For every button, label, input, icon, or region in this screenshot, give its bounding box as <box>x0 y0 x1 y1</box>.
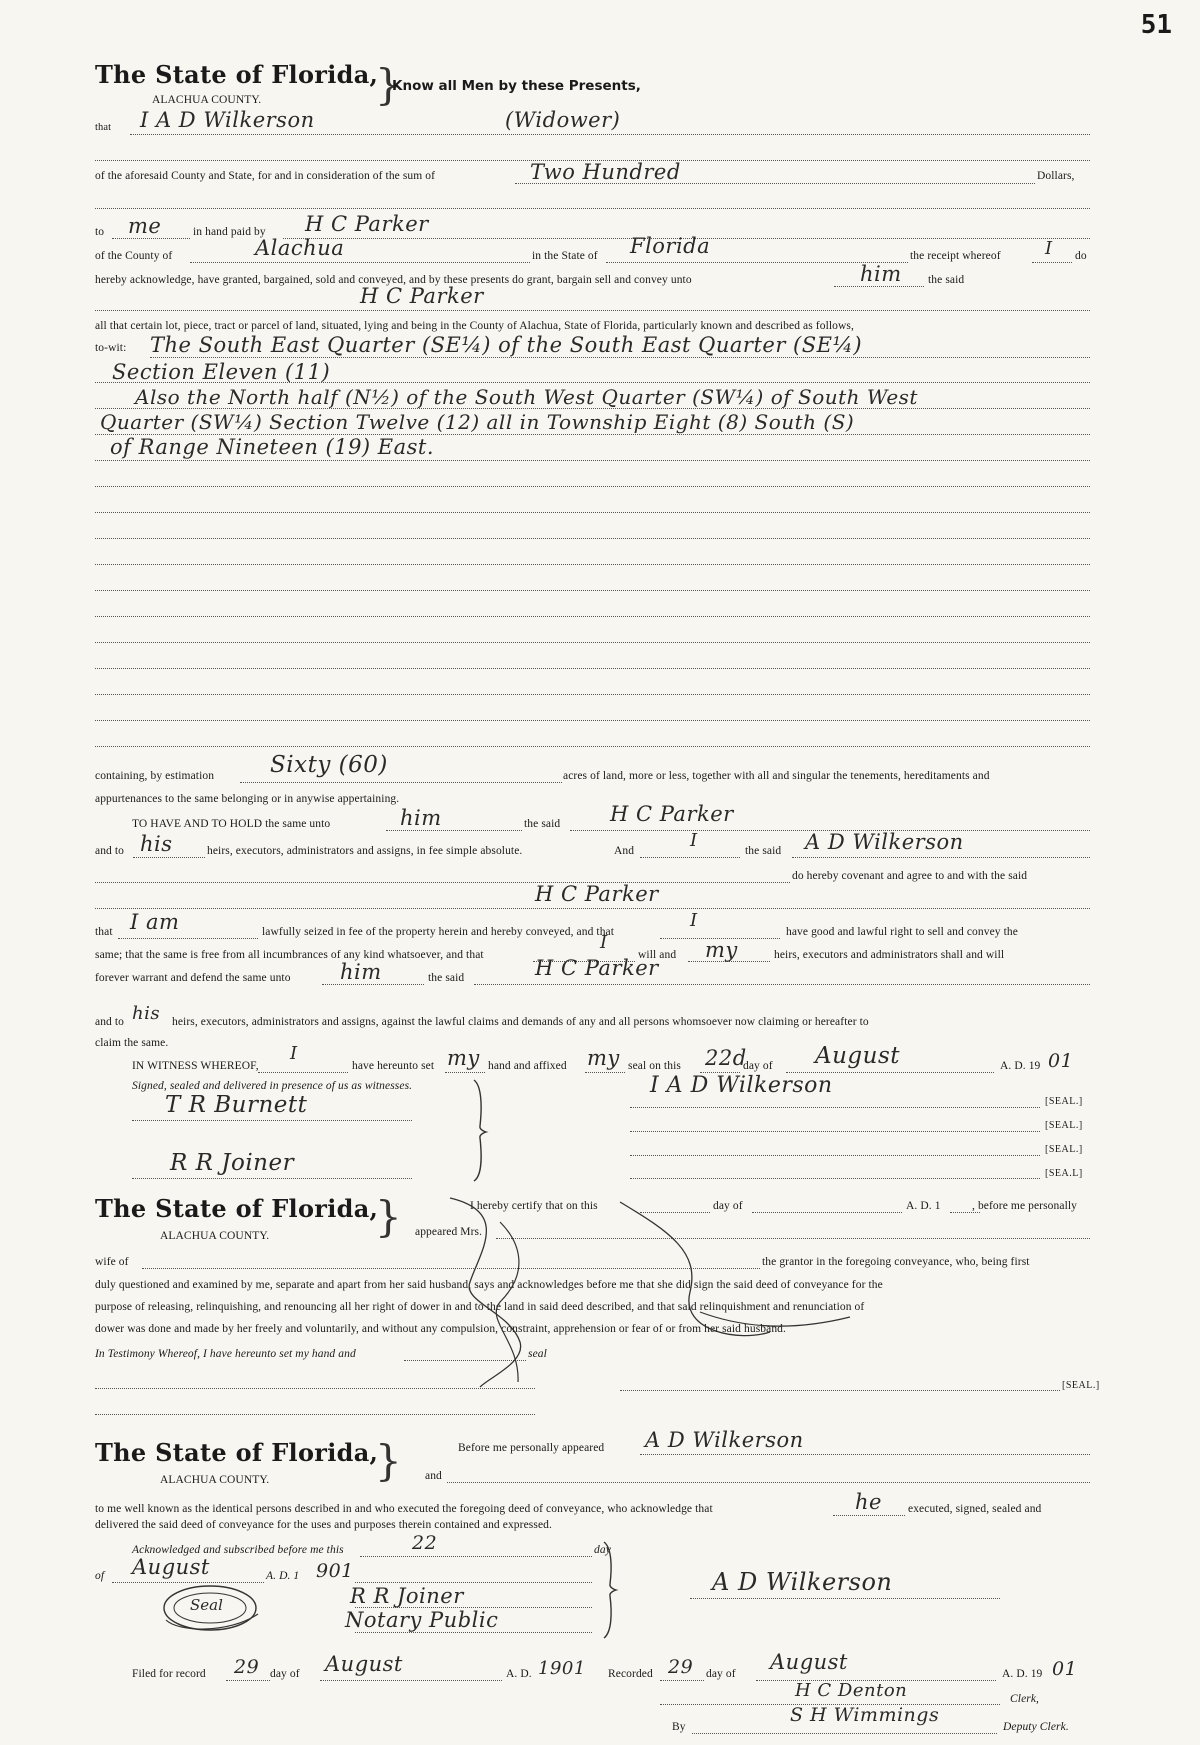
all-that-text: all that certain lot, piece, tract or parcel of land, situated, lying and being in the County of Alachua, State of Florida, particularly known and described as follows, <box>95 320 854 332</box>
strike-mark <box>440 1192 980 1392</box>
ack-text: Acknowledged and subscribed before me this <box>132 1544 344 1556</box>
before-me-label: Before me personally appeared <box>458 1442 605 1454</box>
have-said-label: the said <box>524 818 561 830</box>
appeared-text: appeared Mrs. <box>415 1226 483 1238</box>
county-label-3: ALACHUA COUNTY. <box>160 1474 270 1486</box>
description-line: The South East Quarter (SE¼) of the South East Quarter (SE¼) <box>150 333 863 357</box>
county-of-label: of the County of <box>95 250 173 262</box>
unto-value: him <box>860 262 902 286</box>
month-value: August <box>815 1043 901 1069</box>
before-me-text: , before me personally <box>972 1200 1078 1212</box>
will-and-label: will and <box>638 949 677 961</box>
witness-signature: T R Burnett <box>165 1092 308 1118</box>
notary-seal-text: Seal <box>190 1596 223 1614</box>
state-value: Florida <box>630 234 711 258</box>
seal-label: [SEA.L] <box>1045 1168 1083 1179</box>
delivered-text: delivered the said deed of conveyance for the uses and purposes therein contained and expressed. <box>95 1519 552 1531</box>
certify-ad: A. D. 1 <box>906 1200 941 1212</box>
deputy-label: Deputy Clerk. <box>1003 1721 1069 1733</box>
set-label: have hereunto set <box>352 1060 435 1072</box>
filed-day-of: day of <box>270 1668 300 1680</box>
ad-label: A. D. 19 <box>1000 1060 1041 1072</box>
brace: } <box>375 1436 402 1485</box>
examination-text: dower was done and made by her freely and voluntarily, and without any compulsion, constraint, apprehension or fear of or from her said husband. <box>95 1323 787 1335</box>
county-value: Alachua <box>255 236 345 260</box>
consideration-text: of the aforesaid County and State, for and in consideration of the sum of <box>95 170 436 182</box>
appurtenances-text: appurtenances to the same belonging or in anywise appertaining. <box>95 793 400 805</box>
my-value: my <box>705 938 738 962</box>
state-of-label: in the State of <box>532 250 598 262</box>
seal-on-label: seal on this <box>628 1060 681 1072</box>
seal-label: [SEAL.] <box>1045 1144 1083 1155</box>
ack-day: 22 <box>412 1532 438 1554</box>
heirs-text: heirs, executors, administrators and assigns, in fee simple absolute. <box>207 845 523 857</box>
widower-note: (Widower) <box>505 108 621 132</box>
paid-by-label: in hand paid by <box>193 226 266 238</box>
filed-year: 1901 <box>538 1658 586 1679</box>
to-me-text: to me well known as the identical persons described in and who executed the foregoing deed of conveyance, who acknowledge that <box>95 1503 713 1515</box>
and-who: I <box>690 830 698 851</box>
lawfully-who: I <box>690 910 698 931</box>
ack-year: 901 <box>316 1560 354 1582</box>
same-text: same; that the same is free from all incumbrances of any kind whatsoever, and that <box>95 949 484 961</box>
have-grantee: H C Parker <box>610 802 734 826</box>
witness-who: I <box>290 1043 298 1064</box>
description-line: of Range Nineteen (19) East. <box>110 435 435 459</box>
forever-grantee: H C Parker <box>535 956 659 980</box>
state-title: The State of Florida, <box>95 60 379 89</box>
claim-text: claim the same. <box>95 1037 169 1049</box>
and-to-label: and to <box>95 845 125 857</box>
ack-ad: A. D. 1 <box>266 1570 300 1582</box>
my-hand-value: my <box>447 1046 480 1070</box>
state-title-2: The State of Florida, <box>95 1194 379 1223</box>
same-who: I <box>600 932 608 953</box>
clerk-label: Clerk, <box>1010 1693 1040 1705</box>
filed-label: Filed for record <box>132 1668 206 1680</box>
description-line: Quarter (SW¼) Section Twelve (12) all in Township Eight (8) South (S) <box>100 410 855 434</box>
filed-ad: A. D. <box>506 1668 532 1680</box>
wife-of-label: wife of <box>95 1256 129 1268</box>
sum-value: Two Hundred <box>530 160 681 184</box>
have-value: him <box>400 806 442 830</box>
recorded-label: Recorded <box>608 1668 653 1680</box>
lawful-claims-text: heirs, executors, administrators and assigns, against the lawful claims and demands of any and all persons whomsoever now claiming or hereafter to <box>172 1016 869 1028</box>
ack-of-label: of <box>95 1570 105 1582</box>
heirs-exec-text: heirs, executors and administrators shall and will <box>774 949 1005 961</box>
certify-day-of: day of <box>713 1200 743 1212</box>
filed-day: 29 <box>234 1656 260 1678</box>
deputy-signature: S H Wimmings <box>790 1704 940 1726</box>
day-of-label: day of <box>743 1060 773 1072</box>
ack-brace <box>600 1540 620 1640</box>
his-value: his <box>140 832 173 856</box>
grantor-in-text: the grantor in the foregoing conveyance, who, being first <box>762 1256 1030 1268</box>
by-label: By <box>672 1721 686 1733</box>
to-whom: me <box>128 214 162 238</box>
know-all-heading: Know all Men by these Presents, <box>392 78 641 94</box>
brace: } <box>375 60 402 109</box>
witness-brace <box>470 1078 490 1183</box>
seal-label: [SEAL.] <box>1045 1120 1083 1131</box>
to-wit-label: to-wit: <box>95 342 127 354</box>
receipt-who: I <box>1045 238 1053 259</box>
testimony-text: In Testimony Whereof, I have hereunto set my hand and <box>95 1348 356 1360</box>
county-label-2: ALACHUA COUNTY. <box>160 1230 270 1242</box>
notary-signature: R R Joiner <box>350 1584 464 1608</box>
filed-month: August <box>325 1652 403 1676</box>
state-title-3: The State of Florida, <box>95 1438 379 1467</box>
his2-value: his <box>132 1003 161 1024</box>
seal-word: seal <box>528 1348 547 1360</box>
county-label: ALACHUA COUNTY. <box>152 94 262 106</box>
that-label2: that <box>95 926 113 938</box>
grantor-signature: I A D Wilkerson <box>650 1073 833 1098</box>
witness-signature: R R Joiner <box>170 1150 295 1176</box>
he-value: he <box>855 1490 882 1514</box>
my-seal-value: my <box>587 1046 620 1070</box>
ack-month: August <box>132 1555 210 1579</box>
and-to2-label: and to <box>95 1016 125 1028</box>
appeared-name: A D Wilkerson <box>645 1428 804 1452</box>
covenant-text: do hereby covenant and agree to and with the said <box>792 870 1028 882</box>
recorded-month: August <box>770 1650 848 1674</box>
seal-label-2: [SEAL.] <box>1062 1380 1100 1391</box>
recorded-day-of: day of <box>706 1668 736 1680</box>
executed-text: executed, signed, sealed and <box>908 1503 1042 1515</box>
payer-name: H C Parker <box>305 212 429 236</box>
notary-title: Notary Public <box>345 1608 499 1632</box>
forever-text: forever warrant and defend the same unto <box>95 972 291 984</box>
examination-text: duly questioned and examined by me, separate and apart from her said husband, says and acknowledges before me that she did sign the said deed of conveyance for the <box>95 1279 883 1291</box>
lawfully-text: lawfully seized in fee of the property herein and hereby conveyed, and that <box>262 926 615 938</box>
recorded-day: 29 <box>668 1656 694 1678</box>
receipt-label: the receipt whereof <box>910 250 1001 262</box>
signed-text: Signed, sealed and delivered in presence of us as witnesses. <box>132 1080 413 1092</box>
ack-day-label: day <box>594 1544 611 1556</box>
year-value: 01 <box>1048 1050 1074 1072</box>
covenant-grantee: H C Parker <box>535 882 659 906</box>
and-label: And <box>614 845 635 857</box>
hand-affixed-label: hand and affixed <box>488 1060 567 1072</box>
to-label: to <box>95 226 105 238</box>
signer-signature: A D Wilkerson <box>712 1568 893 1596</box>
seal-label: [SEAL.] <box>1045 1096 1083 1107</box>
description-line: Section Eleven (11) <box>112 360 331 384</box>
the-said2-label: the said <box>745 845 782 857</box>
grantor-name: I A D Wilkerson <box>140 108 315 132</box>
clerk-signature: H C Denton <box>795 1680 908 1701</box>
recorded-ad: A. D. 19 <box>1002 1668 1043 1680</box>
grantor2-name: A D Wilkerson <box>805 830 964 854</box>
to-have-label: TO HAVE AND TO HOLD the same unto <box>132 818 331 830</box>
description-line: Also the North half (N½) of the South West Quarter (SW¼) of South West <box>135 385 918 409</box>
that-label: that <box>95 122 112 133</box>
hereby-text: hereby acknowledge, have granted, bargained, sold and conveyed, and by these presents do grant, bargain sell and convey unto <box>95 274 692 286</box>
witness-label: IN WITNESS WHEREOF, <box>132 1060 259 1072</box>
and-label-3: and <box>425 1470 442 1482</box>
have-good-text: have good and lawful right to sell and convey the <box>786 926 1018 938</box>
forever-value: him <box>340 960 382 984</box>
do-label: do <box>1075 250 1087 262</box>
i-am-value: I am <box>130 910 180 934</box>
page-number: 51 <box>1140 10 1172 40</box>
brace: } <box>375 1192 402 1241</box>
certify-text: I hereby certify that on this <box>470 1200 598 1212</box>
day-value: 22d <box>705 1046 747 1070</box>
forever-said-label: the said <box>428 972 465 984</box>
containing-label: containing, by estimation <box>95 770 215 782</box>
examination-text: purpose of releasing, relinquishing, and renouncing all her right of dower in and to the land in said deed described, and that said relinquishment and renunciation of <box>95 1301 865 1313</box>
acres-text: acres of land, more or less, together with all and singular the tenements, hereditaments and <box>563 770 990 782</box>
dollars-label: Dollars, <box>1037 170 1075 182</box>
the-said-label: the said <box>928 274 965 286</box>
acres-value: Sixty (60) <box>270 752 388 778</box>
grantee-name: H C Parker <box>360 284 484 308</box>
recorded-year: 01 <box>1052 1658 1078 1680</box>
